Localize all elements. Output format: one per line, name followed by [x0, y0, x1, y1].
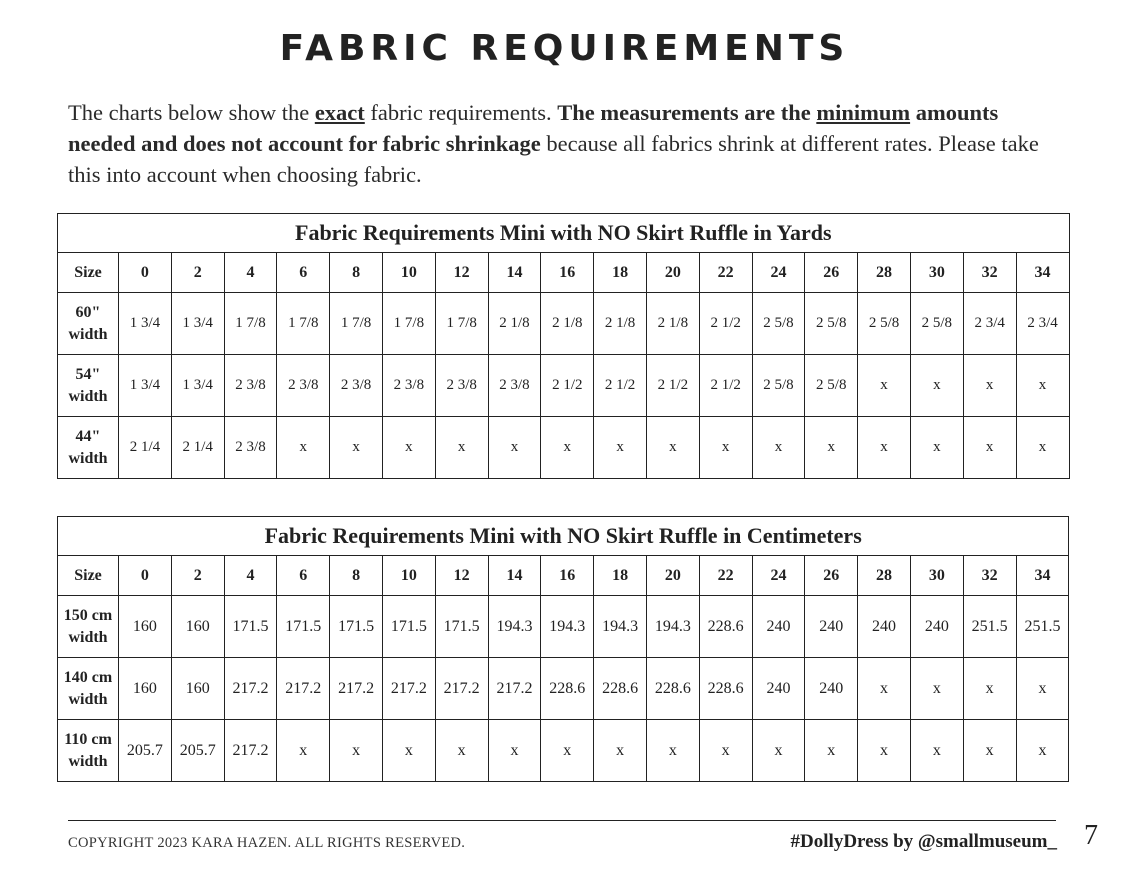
table-cell: 228.6 [646, 658, 699, 720]
row-label-width-word: width [68, 387, 108, 405]
table-cell: 2 5/8 [805, 293, 858, 355]
table-cell: 194.3 [646, 596, 699, 658]
table-cell: x [963, 355, 1016, 417]
table-cell: 1 7/8 [330, 293, 383, 355]
row-label [58, 417, 119, 479]
table-cell: 194.3 [541, 596, 594, 658]
table-cell: 217.2 [277, 658, 330, 720]
table-cell: 2 3/8 [277, 355, 330, 417]
table-cell: x [858, 658, 911, 720]
table-cell: x [1016, 355, 1069, 417]
row-label [58, 720, 119, 782]
size-header-cell: 14 [488, 556, 541, 596]
table-cell: x [910, 417, 963, 479]
table-cell: x [277, 417, 330, 479]
table-cell: 1 3/4 [119, 355, 172, 417]
table-cell: x [330, 720, 383, 782]
table-cell: 240 [858, 596, 911, 658]
table-cell: x [910, 355, 963, 417]
table-cell: x [699, 417, 752, 479]
row-label [58, 293, 119, 355]
table-cell: x [382, 720, 435, 782]
table-cell: 171.5 [435, 596, 488, 658]
table-cell: 2 1/2 [594, 355, 647, 417]
row-label-width-value: 60" [75, 303, 101, 321]
table-cell: 240 [752, 658, 805, 720]
table-cell: x [330, 417, 383, 479]
table-cell: 171.5 [382, 596, 435, 658]
table-cell: 2 3/8 [224, 417, 277, 479]
table-cell: 160 [171, 658, 224, 720]
table-cell: x [646, 720, 699, 782]
size-header-cell: 28 [858, 253, 911, 293]
size-header-cell: 30 [910, 253, 963, 293]
size-header-cell: 12 [435, 253, 488, 293]
table-cell: 217.2 [330, 658, 383, 720]
table-cell: 2 1/2 [699, 293, 752, 355]
table-cell: 217.2 [488, 658, 541, 720]
size-header-cell: 34 [1016, 253, 1069, 293]
row-label-width-word: width [68, 449, 108, 467]
table-cell: x [963, 720, 1016, 782]
table-cell: 2 1/2 [699, 355, 752, 417]
size-header-cell: 32 [963, 556, 1016, 596]
table-cell: 240 [910, 596, 963, 658]
row-label-width-value: 140 cm [63, 668, 113, 686]
size-header-cell: 28 [858, 556, 911, 596]
table-cell: 217.2 [224, 720, 277, 782]
table-cell: 2 1/2 [541, 355, 594, 417]
intro-text: fabric requirements. [364, 100, 558, 125]
size-header-cell: 18 [594, 253, 647, 293]
size-header-cell: 24 [752, 253, 805, 293]
footer-divider [68, 820, 1056, 821]
table-cell: 240 [805, 658, 858, 720]
table-cell: x [910, 658, 963, 720]
size-header-cell: 0 [119, 253, 172, 293]
row-label-width-word: width [68, 628, 108, 646]
table-cell: 1 7/8 [277, 293, 330, 355]
table-caption: Fabric Requirements Mini with NO Skirt Ruffle in Centimeters [58, 517, 1069, 556]
table-cell: 2 3/8 [382, 355, 435, 417]
row-label-width-word: width [68, 690, 108, 708]
table-cell: x [435, 720, 488, 782]
table-cell: 2 1/4 [171, 417, 224, 479]
table-cell: x [805, 720, 858, 782]
table-cell: 251.5 [963, 596, 1016, 658]
size-header-cell: 18 [594, 556, 647, 596]
size-header-cell: 6 [277, 556, 330, 596]
size-header-cell: 30 [910, 556, 963, 596]
table-cell: x [805, 417, 858, 479]
table-cell: x [488, 720, 541, 782]
table-cell: 217.2 [382, 658, 435, 720]
size-header-cell: 20 [646, 556, 699, 596]
size-header-label: Size [58, 556, 119, 596]
size-header-label: Size [58, 253, 119, 293]
row-label-width-value: 110 cm [64, 730, 112, 748]
intro-bold: The measurements are the [557, 100, 817, 125]
table-cell: 2 5/8 [752, 355, 805, 417]
size-header-cell: 10 [382, 556, 435, 596]
table-cell: 1 3/4 [119, 293, 172, 355]
table-cell: x [277, 720, 330, 782]
table-cell: 205.7 [171, 720, 224, 782]
table-row [58, 417, 1070, 479]
table-row [58, 293, 1070, 355]
table-cell: 2 1/8 [646, 293, 699, 355]
table-cell: x [910, 720, 963, 782]
table-row [58, 596, 1069, 658]
size-header-cell: 8 [330, 253, 383, 293]
table-cell: 2 3/8 [435, 355, 488, 417]
size-header-cell: 0 [119, 556, 172, 596]
size-header-cell: 2 [171, 556, 224, 596]
table-cell: 194.3 [594, 596, 647, 658]
table-cell: x [1016, 658, 1069, 720]
size-header-cell: 24 [752, 556, 805, 596]
size-header-cell: 22 [699, 253, 752, 293]
table-cell: 2 5/8 [805, 355, 858, 417]
table-cell: 2 1/2 [646, 355, 699, 417]
row-label-width-value: 54" [75, 365, 101, 383]
table-cell: x [858, 355, 911, 417]
table-cell: 240 [805, 596, 858, 658]
table-cell: 1 3/4 [171, 355, 224, 417]
table-cell: 1 7/8 [435, 293, 488, 355]
table-cell: 251.5 [1016, 596, 1069, 658]
size-header-cell: 10 [382, 253, 435, 293]
size-header-cell: 6 [277, 253, 330, 293]
size-header-cell: 22 [699, 556, 752, 596]
table-cell: x [858, 720, 911, 782]
table-cell: 2 5/8 [910, 293, 963, 355]
row-label [58, 658, 119, 720]
table-cell: x [752, 417, 805, 479]
size-header-cell: 2 [171, 253, 224, 293]
yards-table [57, 213, 1070, 479]
table-cell: x [858, 417, 911, 479]
table-cell: x [1016, 417, 1069, 479]
table-cell: 2 3/8 [330, 355, 383, 417]
size-header-cell: 4 [224, 253, 277, 293]
table-cell: 171.5 [330, 596, 383, 658]
table-cell: x [541, 720, 594, 782]
table-cell: x [488, 417, 541, 479]
table-cell: x [594, 417, 647, 479]
table-cell: 1 3/4 [171, 293, 224, 355]
table-cell: 160 [119, 658, 172, 720]
table-cell: 2 3/8 [224, 355, 277, 417]
table-cell: 2 3/4 [963, 293, 1016, 355]
table-cell: 2 3/4 [1016, 293, 1069, 355]
table-cell: 160 [171, 596, 224, 658]
row-label [58, 596, 119, 658]
table-cell: 240 [752, 596, 805, 658]
table-cell: x [1016, 720, 1069, 782]
size-header-cell: 26 [805, 556, 858, 596]
table-cell: 171.5 [224, 596, 277, 658]
table-cell: 2 5/8 [752, 293, 805, 355]
table-cell: x [963, 417, 1016, 479]
table-cell: 228.6 [699, 596, 752, 658]
table-cell: 217.2 [435, 658, 488, 720]
table-cell: x [963, 658, 1016, 720]
table-row [58, 355, 1070, 417]
table-cell: 228.6 [541, 658, 594, 720]
intro-text: The charts below show the [68, 100, 315, 125]
table-cell: 2 1/8 [594, 293, 647, 355]
table-cell: 205.7 [119, 720, 172, 782]
size-header-cell: 8 [330, 556, 383, 596]
brand-handle: #DollyDress by @smallmuseum_ [790, 831, 1057, 852]
table-cell: x [541, 417, 594, 479]
table-cell: 228.6 [594, 658, 647, 720]
table-caption: Fabric Requirements Mini with NO Skirt Ruffle in Yards [58, 214, 1070, 253]
intro-text: because all fabrics shrink at different rates. Please take this into account when choosing fabric. [68, 131, 1039, 187]
table-cell: 217.2 [224, 658, 277, 720]
row-label-width-value: 150 cm [63, 606, 113, 624]
size-header-cell: 16 [541, 253, 594, 293]
table-cell: 2 3/8 [488, 355, 541, 417]
row-label-width-word: width [68, 752, 108, 770]
centimeters-table [57, 516, 1069, 782]
size-header-cell: 20 [646, 253, 699, 293]
size-header-cell: 14 [488, 253, 541, 293]
table-cell: x [594, 720, 647, 782]
table-cell: x [752, 720, 805, 782]
table-cell: 194.3 [488, 596, 541, 658]
table-cell: 160 [119, 596, 172, 658]
size-header-cell: 32 [963, 253, 1016, 293]
intro-paragraph [68, 97, 1068, 190]
table-row [58, 720, 1069, 782]
table-cell: x [699, 720, 752, 782]
size-header-cell: 12 [435, 556, 488, 596]
intro-minimum: minimum [816, 100, 911, 125]
size-header-cell: 34 [1016, 556, 1069, 596]
table-cell: 2 1/8 [488, 293, 541, 355]
size-header-cell: 26 [805, 253, 858, 293]
table-cell: x [382, 417, 435, 479]
intro-exact: exact [314, 100, 365, 125]
page-title: FABRIC REQUIREMENTS [279, 28, 850, 69]
row-label [58, 355, 119, 417]
intro-bold: amounts needed and does not account for fabric shrinkage [68, 100, 999, 156]
size-header-cell: 4 [224, 556, 277, 596]
table-cell: 2 1/8 [541, 293, 594, 355]
table-cell: x [646, 417, 699, 479]
row-label-width-value: 44" [75, 427, 101, 445]
row-label-width-word: width [68, 325, 108, 343]
page-number: 7 [1084, 820, 1098, 851]
size-header-cell: 16 [541, 556, 594, 596]
table-cell: 171.5 [277, 596, 330, 658]
copyright-text: COPYRIGHT 2023 KARA HAZEN. ALL RIGHTS RESERVED. [68, 835, 466, 851]
table-row [58, 658, 1069, 720]
table-cell: 228.6 [699, 658, 752, 720]
table-cell: 1 7/8 [224, 293, 277, 355]
table-cell: 1 7/8 [382, 293, 435, 355]
table-cell: x [435, 417, 488, 479]
table-cell: 2 5/8 [858, 293, 911, 355]
table-cell: 2 1/4 [119, 417, 172, 479]
